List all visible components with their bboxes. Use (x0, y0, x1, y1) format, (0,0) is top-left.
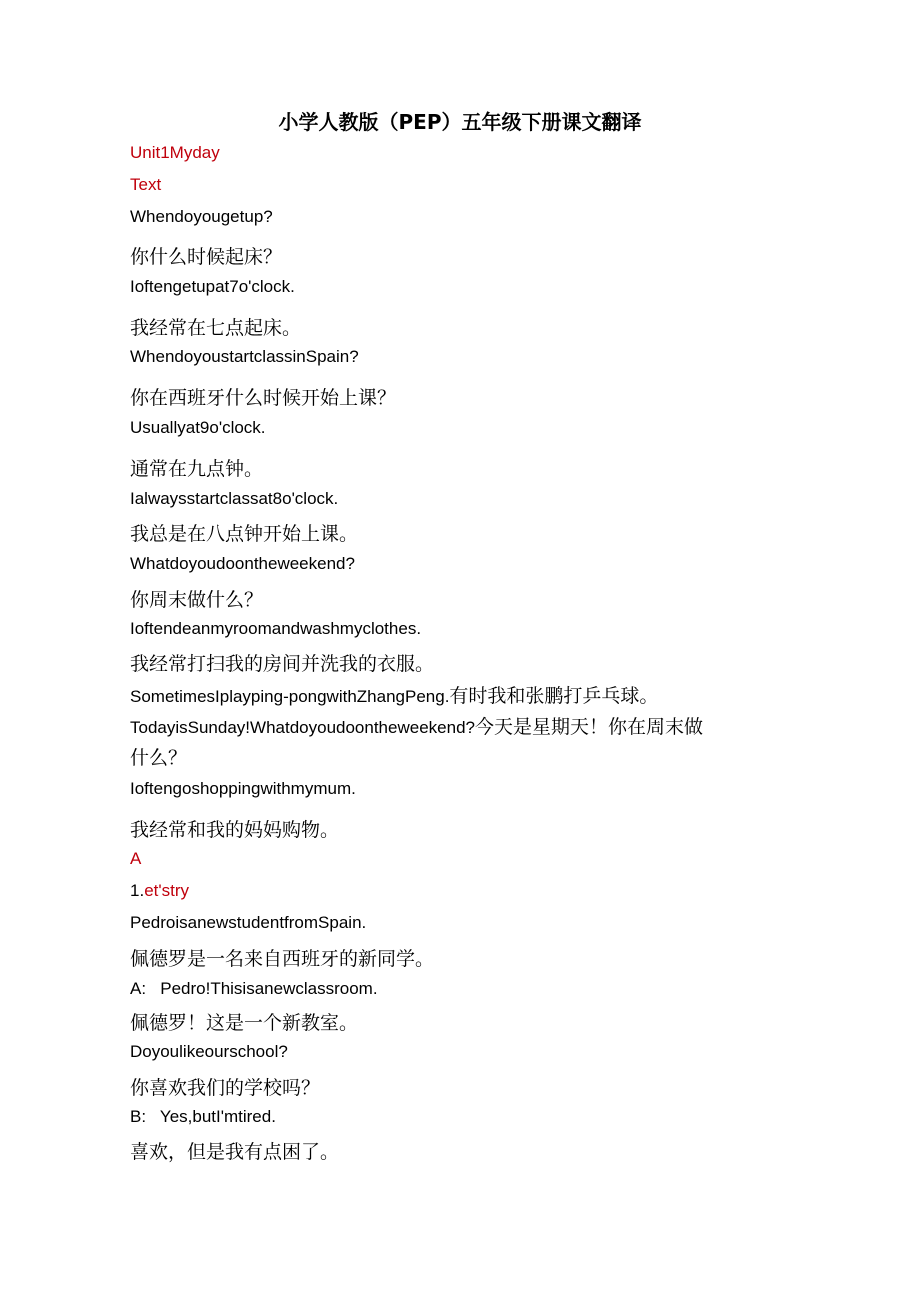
mixed-chinese: 有时我和张鹏打乒乓球。 (449, 685, 659, 707)
document-title: 小学人教版（PEP）五年级下册课文翻译 (278, 110, 642, 134)
text-heading: Text (130, 175, 162, 194)
text-line-english: Ialwaysstartclassat8o'clock. (130, 489, 339, 508)
text-line-english: WhendoyoustartclassinSpain? (130, 347, 359, 366)
text-line-chinese: 你喜欢我们的学校吗？ (130, 1077, 321, 1099)
mixed-line (130, 681, 658, 708)
text-line-chinese: 我经常在七点起床。 (130, 317, 302, 339)
text-line-english: PedroisanewstudentfromSpain. (130, 913, 367, 932)
lets-try-label: et'stry (144, 881, 189, 900)
text-line-chinese: 我经常和我的妈妈购物。 (130, 819, 340, 841)
text-line-chinese: 你什么时候起床？ (130, 246, 283, 268)
text-line-chinese: 喜欢，但是我有点困了。 (130, 1141, 340, 1163)
dialogue-line-b: B: Yes,butI'mtired. (130, 1107, 276, 1126)
text-line-english: Usuallyat9o'clock. (130, 418, 266, 437)
text-line-english: Doyoulikeourschool? (130, 1042, 288, 1061)
text-line-chinese: 我经常打扫我的房间并洗我的衣服。 (130, 653, 435, 675)
mixed-english: SometimesIplayping-pongwithZhangPeng. (130, 687, 450, 706)
text-line-chinese: 通常在九点钟。 (130, 458, 264, 480)
dialogue-line-a: A: Pedro!Thisisanewclassroom. (130, 979, 378, 998)
text-line-chinese: 我总是在八点钟开始上课。 (130, 523, 359, 545)
text-line-chinese: 你周末做什么？ (130, 589, 264, 611)
unit-heading: Unit1Myday (130, 143, 220, 162)
text-line-chinese: 佩德罗是一名来自西班牙的新同学。 (130, 948, 435, 970)
lets-try-heading (130, 881, 189, 901)
text-line-english: Ioftendeanmyroomandwashmyclothes. (130, 619, 422, 638)
lets-try-number: 1. (130, 881, 145, 900)
text-line-chinese: 什么？ (130, 747, 188, 769)
mixed-line (130, 712, 703, 739)
text-line-chinese: 佩德罗！这是一个新教室。 (130, 1012, 359, 1034)
text-line-english: Ioftengetupat7o'clock. (130, 277, 295, 296)
text-line-chinese: 你在西班牙什么时候开始上课？ (130, 387, 397, 409)
section-heading-a: A (130, 849, 142, 868)
mixed-chinese: 今天是星期天！你在周末做 (474, 716, 703, 738)
text-line-english: Ioftengoshoppingwithmymum. (130, 779, 356, 798)
text-line-english: Whatdoyoudoontheweekend? (130, 554, 355, 573)
text-line-english: Whendoyougetup? (130, 207, 273, 226)
mixed-english: TodayisSunday!Whatdoyoudoontheweekend? (130, 718, 475, 737)
